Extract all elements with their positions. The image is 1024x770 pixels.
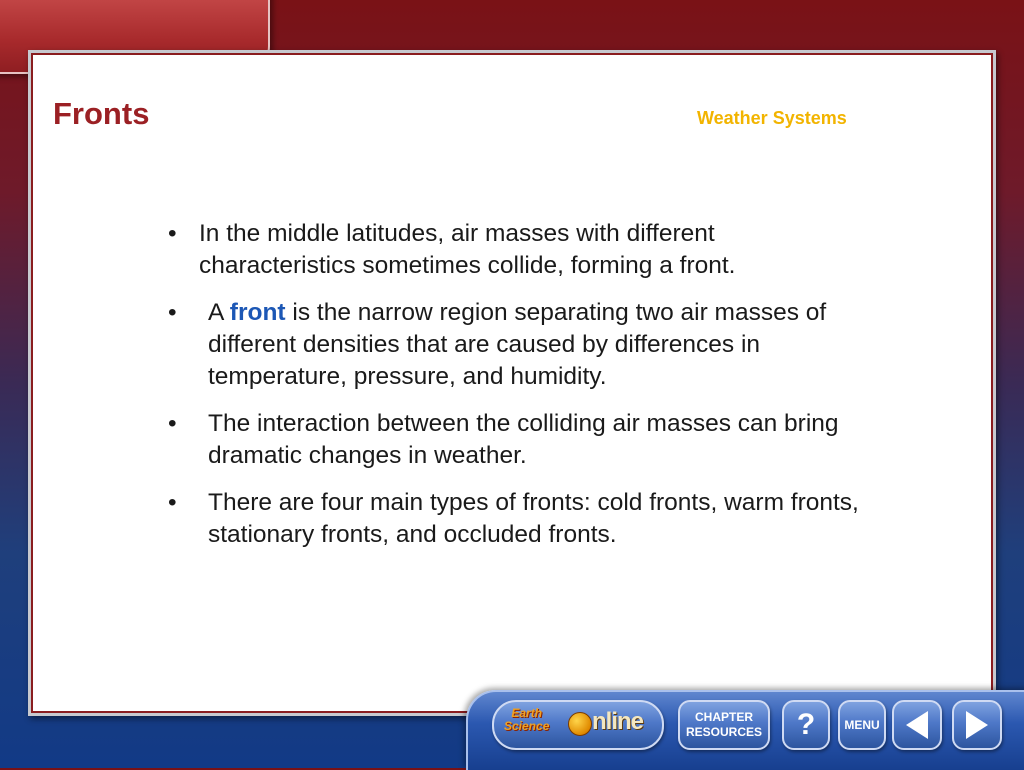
chapter-label: CHAPTER — [694, 710, 753, 724]
bullet-marker: • — [168, 299, 177, 326]
bullet-marker: • — [168, 489, 177, 516]
page-title: Fronts — [53, 96, 150, 131]
arrow-right-icon — [966, 711, 988, 739]
bullet-item — [168, 297, 868, 393]
menu-button[interactable] — [838, 700, 886, 750]
help-button[interactable] — [782, 700, 830, 750]
arrow-left-icon — [906, 711, 928, 739]
help-icon: ? — [796, 708, 816, 741]
bullet-marker: • — [168, 410, 177, 437]
bullet-marker: • — [168, 220, 177, 247]
next-button[interactable] — [952, 700, 1002, 750]
earth-science-online-button[interactable] — [492, 700, 664, 750]
bullet-text: In the middle latitudes, air masses with different characteristics sometimes collide, forming a front. — [199, 220, 736, 279]
logo-line2: Science — [504, 719, 550, 733]
bullet-list — [168, 218, 868, 566]
chapter-resources-button[interactable] — [678, 700, 770, 750]
logo-online-word: nline — [592, 708, 644, 735]
bullet-item — [168, 408, 868, 472]
front-term: front — [229, 299, 286, 326]
logo-line1: Earth — [511, 706, 543, 720]
section-subtitle: Weather Systems — [697, 108, 847, 128]
globe-icon — [568, 712, 592, 736]
bullet-text: The interaction between the colliding air masses can bring dramatic changes in weather. — [208, 410, 839, 469]
previous-button[interactable] — [892, 700, 942, 750]
bullet-text-before: A — [208, 299, 230, 326]
bullet-text: There are four main types of fronts: cold fronts, warm fronts, stationary fronts, and occluded fronts. — [208, 489, 859, 548]
resources-label: RESOURCES — [685, 725, 762, 739]
logo-earth-science — [504, 707, 549, 733]
bullet-item — [168, 218, 868, 282]
menu-label: MENU — [844, 718, 880, 732]
bullet-text-after: is the narrow region separating two air masses of different densities that are caused by differences in temperature, pressure, and humidity. — [208, 299, 827, 390]
bullet-text — [208, 297, 868, 393]
bullet-item — [168, 487, 868, 551]
